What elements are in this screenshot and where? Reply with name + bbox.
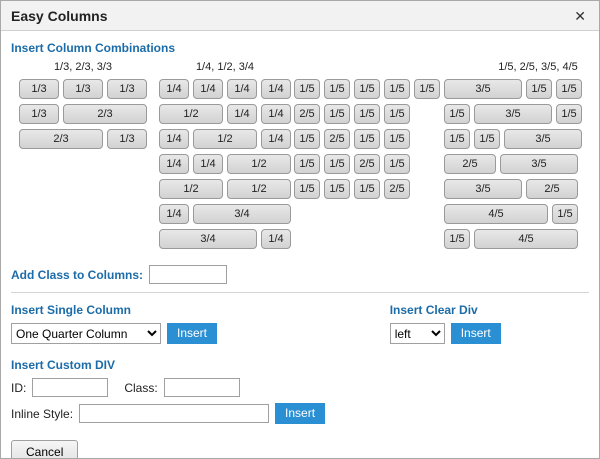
- column-fraction-button[interactable]: 1/3: [63, 79, 103, 99]
- combination-row: [159, 79, 291, 99]
- column-fraction-button[interactable]: 1/4: [159, 79, 189, 99]
- column-fraction-button[interactable]: 1/5: [474, 129, 500, 149]
- lower-panels: [11, 301, 589, 350]
- column-fraction-button[interactable]: 1/4: [227, 104, 257, 124]
- column-fraction-button[interactable]: 1/5: [294, 79, 320, 99]
- column-fraction-button[interactable]: 1/2: [159, 179, 223, 199]
- combination-row: [444, 179, 582, 199]
- combination-row: [19, 79, 147, 99]
- clear-div-controls: [390, 323, 589, 344]
- combination-rows-fifths-b: [444, 79, 582, 249]
- custom-div-inline-style-input[interactable]: [79, 404, 269, 423]
- column-fraction-button[interactable]: 2/5: [294, 104, 320, 124]
- insert-column-combinations-heading: Insert Column Combinations: [11, 41, 176, 55]
- combination-rows-quarters: [159, 79, 291, 249]
- add-class-label: Add Class to Columns:: [11, 267, 144, 282]
- column-fraction-button[interactable]: 1/5: [414, 79, 440, 99]
- column-fraction-button[interactable]: 1/2: [193, 129, 257, 149]
- combination-group-fifths-b: [444, 79, 582, 249]
- column-fraction-button[interactable]: 3/5: [444, 179, 522, 199]
- combination-row: [444, 204, 582, 224]
- column-fraction-button[interactable]: 1/5: [384, 129, 410, 149]
- column-fraction-button[interactable]: 1/4: [261, 104, 291, 124]
- column-fraction-button[interactable]: 3/5: [500, 154, 578, 174]
- combination-row: [444, 229, 582, 249]
- combination-row: [19, 104, 147, 124]
- column-fraction-button[interactable]: 2/3: [19, 129, 103, 149]
- column-fraction-button[interactable]: 1/4: [261, 129, 291, 149]
- close-icon[interactable]: ✕: [574, 7, 586, 24]
- column-fraction-button[interactable]: 3/5: [444, 79, 522, 99]
- custom-div-style-row: [11, 403, 589, 424]
- combination-row: [159, 104, 291, 124]
- column-fraction-button[interactable]: 1/4: [193, 154, 223, 174]
- custom-div-id-input[interactable]: [32, 378, 108, 397]
- page-title: Easy Columns: [11, 7, 108, 24]
- combination-row: [159, 179, 291, 199]
- custom-div-insert-button[interactable]: Insert: [275, 403, 325, 424]
- column-fraction-button[interactable]: 4/5: [444, 204, 548, 224]
- column-fraction-button[interactable]: 1/5: [556, 79, 582, 99]
- column-fraction-button[interactable]: 1/5: [324, 179, 350, 199]
- cancel-button[interactable]: Cancel: [11, 440, 78, 459]
- combination-group-quarters: [159, 61, 291, 249]
- dialog-titlebar: [1, 1, 599, 31]
- column-fraction-button[interactable]: 1/5: [384, 154, 410, 174]
- single-column-panel: [11, 301, 390, 350]
- dialog-body: [1, 31, 599, 459]
- column-fraction-button[interactable]: 2/5: [526, 179, 578, 199]
- insert-single-column-heading: Insert Single Column: [11, 303, 132, 317]
- column-fraction-button[interactable]: 1/2: [227, 154, 291, 174]
- group-label-thirds: 1/3, 2/3, 3/3: [53, 61, 113, 73]
- column-fraction-button[interactable]: 1/4: [227, 79, 257, 99]
- combination-row: [159, 204, 291, 224]
- column-fraction-button[interactable]: 1/5: [354, 179, 380, 199]
- column-fraction-button[interactable]: 1/5: [324, 79, 350, 99]
- column-fraction-button[interactable]: 3/4: [159, 229, 257, 249]
- combination-row: [444, 79, 582, 99]
- column-fraction-button[interactable]: 1/5: [552, 204, 578, 224]
- column-fraction-button[interactable]: 1/5: [294, 154, 320, 174]
- column-fraction-button[interactable]: 3/5: [474, 104, 552, 124]
- column-fraction-button[interactable]: 2/5: [444, 154, 496, 174]
- combination-row: [444, 104, 582, 124]
- column-fraction-button[interactable]: 1/4: [159, 129, 189, 149]
- column-fraction-button[interactable]: 2/5: [384, 179, 410, 199]
- add-class-row: [11, 265, 589, 284]
- column-fraction-button[interactable]: 4/5: [474, 229, 578, 249]
- column-fraction-button[interactable]: 1/5: [354, 129, 380, 149]
- column-fraction-button[interactable]: 1/5: [526, 79, 552, 99]
- column-fraction-button[interactable]: 1/5: [444, 104, 470, 124]
- column-fraction-button[interactable]: 2/3: [63, 104, 147, 124]
- group-label-quarters: 1/4, 1/2, 3/4: [195, 61, 255, 73]
- column-fraction-button[interactable]: 1/3: [107, 129, 147, 149]
- combination-row: [444, 154, 582, 174]
- column-fraction-button[interactable]: 1/5: [354, 104, 380, 124]
- column-fraction-button[interactable]: 1/5: [354, 79, 380, 99]
- column-fraction-button[interactable]: 2/5: [354, 154, 380, 174]
- column-fraction-button[interactable]: 1/4: [261, 229, 291, 249]
- column-fraction-button[interactable]: 1/5: [384, 79, 410, 99]
- single-column-controls: [11, 323, 390, 344]
- column-fraction-button[interactable]: 1/5: [324, 154, 350, 174]
- column-fraction-button[interactable]: 1/3: [19, 104, 59, 124]
- column-fraction-button[interactable]: 1/3: [107, 79, 147, 99]
- add-class-input[interactable]: [149, 265, 227, 284]
- insert-clear-div-heading: Insert Clear Div: [389, 303, 478, 317]
- combination-row: [159, 154, 291, 174]
- combination-group-thirds: [19, 61, 147, 149]
- clear-div-panel: [390, 301, 589, 350]
- column-fraction-button[interactable]: 1/4: [159, 204, 189, 224]
- column-fraction-button[interactable]: 1/5: [294, 129, 320, 149]
- column-fraction-button[interactable]: 2/5: [324, 129, 350, 149]
- custom-div-inline-style-label: Inline Style:: [11, 406, 74, 421]
- column-fraction-button[interactable]: 1/5: [294, 179, 320, 199]
- column-fraction-button[interactable]: 1/5: [444, 129, 470, 149]
- combination-row: [19, 129, 147, 149]
- column-fraction-button[interactable]: 1/4: [193, 79, 223, 99]
- combination-rows-thirds: [19, 79, 147, 149]
- column-fraction-button[interactable]: 3/5: [504, 129, 582, 149]
- clear-div-insert-button[interactable]: Insert: [451, 323, 501, 344]
- custom-div-class-label: Class:: [124, 380, 158, 395]
- column-fraction-button[interactable]: 1/5: [556, 104, 582, 124]
- combination-row: [444, 129, 582, 149]
- column-fraction-button[interactable]: 1/5: [444, 229, 470, 249]
- divider: [11, 292, 589, 293]
- column-fraction-button[interactable]: 3/4: [193, 204, 291, 224]
- single-column-select[interactable]: [11, 323, 161, 344]
- column-fraction-button[interactable]: 1/2: [159, 104, 223, 124]
- custom-div-id-label: ID:: [11, 380, 27, 395]
- column-fraction-button[interactable]: 1/5: [384, 104, 410, 124]
- custom-div-class-input[interactable]: [164, 378, 240, 397]
- group-label-fifths: 1/5, 2/5, 3/5, 4/5: [498, 61, 578, 73]
- single-column-insert-button[interactable]: Insert: [167, 323, 217, 344]
- column-fraction-button[interactable]: 1/4: [159, 154, 189, 174]
- column-fraction-button[interactable]: 1/2: [227, 179, 291, 199]
- custom-div-id-row: [11, 378, 589, 397]
- column-fraction-button[interactable]: 1/4: [261, 79, 291, 99]
- column-fraction-button[interactable]: 1/5: [324, 104, 350, 124]
- column-fraction-button[interactable]: 1/3: [19, 79, 59, 99]
- column-combinations-area: [11, 61, 589, 261]
- combination-row: [159, 229, 291, 249]
- clear-div-select[interactable]: [390, 323, 445, 344]
- insert-custom-div-heading: Insert Custom DIV: [11, 358, 116, 372]
- combination-row: [159, 129, 291, 149]
